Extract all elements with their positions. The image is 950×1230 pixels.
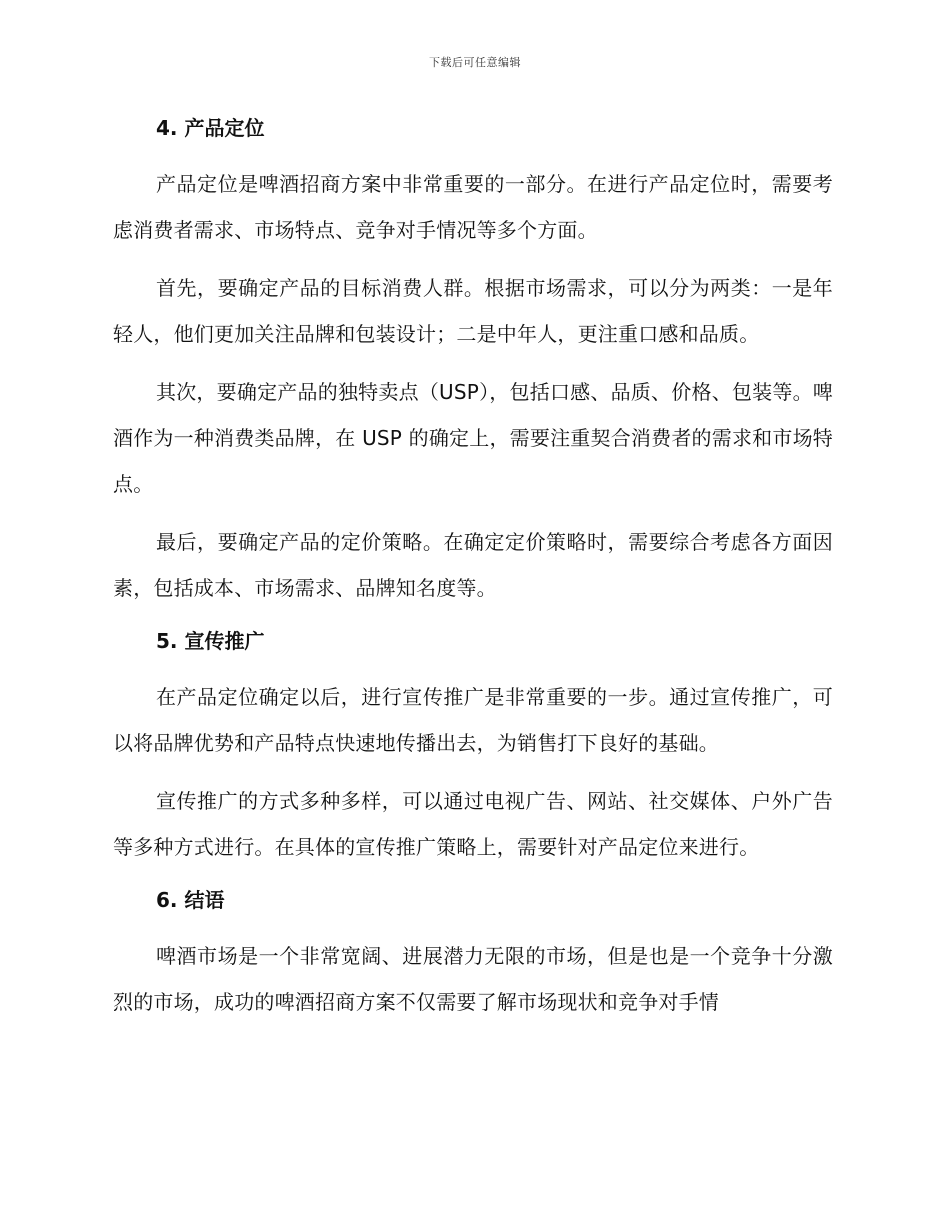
paragraph: 首先，要确定产品的目标消费人群。根据市场需求，可以分为两类：一是年轻人，他们更加关注品牌和包装设计；二是中年人，更注重口感和品质。 — [113, 276, 833, 346]
paragraph: 产品定位是啤酒招商方案中非常重要的一部分。在进行产品定位时，需要考虑消费者需求、市场特点、竞争对手情况等多个方面。 — [113, 172, 833, 242]
section-heading-promotion: 5. 宣传推广 — [156, 629, 265, 653]
paragraph: 啤酒市场是一个非常宽阔、进展潜力无限的市场，但是也是一个竞争十分激烈的市场，成功的啤酒招商方案不仅需要了解市场现状和竞争对手情 — [113, 944, 833, 1014]
section-heading-product-positioning: 4. 产品定位 — [156, 116, 265, 140]
paragraph: 在产品定位确定以后，进行宣传推广是非常重要的一步。通过宣传推广，可以将品牌优势和产品特点快速地传播出去，为销售打下良好的基础。 — [113, 685, 833, 755]
document-body — [113, 110, 833, 1025]
paragraph: 宣传推广的方式多种多样，可以通过电视广告、网站、社交媒体、户外广告等多种方式进行。在具体的宣传推广策略上，需要针对产品定位来进行。 — [113, 789, 833, 859]
page-header-note: 下载后可任意编辑 — [429, 56, 521, 69]
section-heading-conclusion: 6. 结语 — [156, 888, 225, 912]
paragraph: 其次，要确定产品的独特卖点（USP），包括口感、品质、价格、包装等。啤酒作为一种消费类品牌，在 USP 的确定上，需要注重契合消费者的需求和市场特点。 — [113, 380, 833, 496]
paragraph: 最后，要确定产品的定价策略。在确定定价策略时，需要综合考虑各方面因素，包括成本、市场需求、品牌知名度等。 — [113, 530, 833, 600]
